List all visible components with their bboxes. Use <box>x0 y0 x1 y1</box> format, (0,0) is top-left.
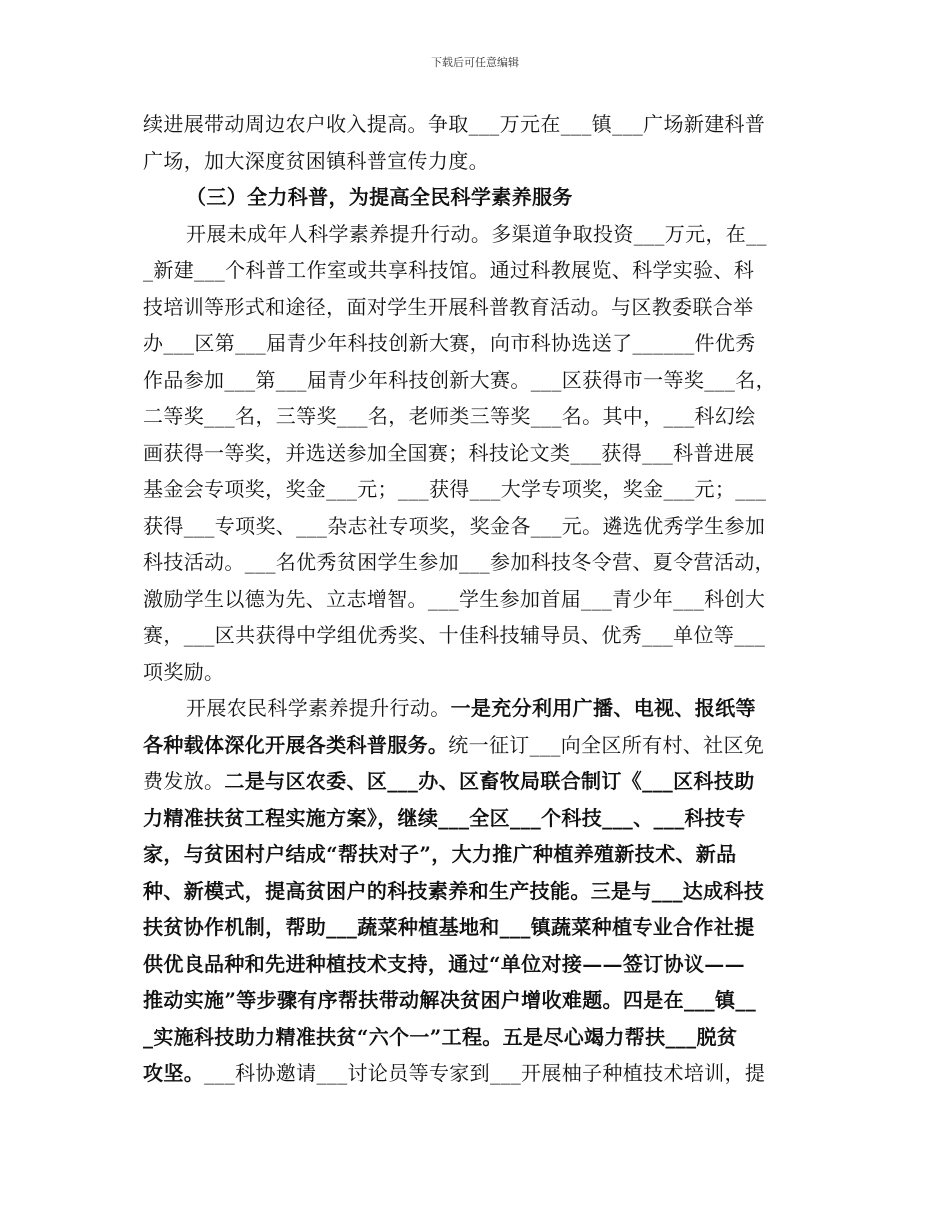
text-line <box>143 1055 815 1092</box>
text-line <box>143 544 815 581</box>
text-run: 基金会专项奖，奖金___元；___获得___大学专项奖，奖金___元；___ <box>143 477 767 501</box>
text-run: 科技活动。___名优秀贫困学生参加___参加科技冬令营、夏令营活动， <box>143 550 775 574</box>
text-run: 办___区第___届青少年科技创新大赛，向市科协选送了______件优秀 <box>143 331 756 355</box>
text-run: _新建___个科普工作室或共享科技馆。通过科教展览、科学实验、科 <box>143 258 755 282</box>
text-line <box>143 836 815 873</box>
bold-text-run: 各种载体深化开展各类科普服务。 <box>143 732 449 757</box>
text-line <box>143 909 815 946</box>
bold-text-run: 扶贫协作机制，帮助___蔬菜种植基地和___镇蔬菜种植专业合作社提 <box>143 915 755 939</box>
text-run: 技培训等形式和途径，面对学生开展科普教育活动。与区教委联合举 <box>143 294 754 319</box>
text-line <box>143 252 815 289</box>
text-run: 开展农民科学素养提升行动。 <box>186 696 451 720</box>
bold-text-run: （三）全力科普，为提高全民科学素养服务 <box>186 185 573 209</box>
text-run: 作品参加___第___届青少年科技创新大赛。___区获得市一等奖___名， <box>143 367 776 392</box>
text-run: 费发放。 <box>143 769 225 793</box>
text-line <box>143 581 815 618</box>
bold-text-run: 力精准扶贫工程实施方案》，继续___全区___个科技___、___科技专 <box>143 805 746 830</box>
text-line <box>143 690 815 727</box>
text-line <box>143 398 815 435</box>
text-run: 激励学生以德为先、立志增智。___学生参加首届___青少年___科创大 <box>143 586 766 611</box>
text-line <box>143 435 815 472</box>
page-header: 下载后可任意编辑 <box>431 56 519 69</box>
text-line <box>143 362 815 399</box>
bold-text-run: 供优良品种和先进种植技术支持，通过“单位对接——签订协议—— <box>143 951 746 976</box>
text-run: 开展未成年人科学素养提升行动。多渠道争取投资___万元，在__ <box>186 221 767 246</box>
text-line <box>143 508 815 545</box>
bold-text-run: 家，与贫困村户结成“帮扶对子”，大力推广种植养殖新技术、新品 <box>143 842 737 866</box>
text-line <box>143 289 815 326</box>
text-line <box>143 763 815 800</box>
text-line <box>143 800 815 837</box>
text-run: 画获得一等奖，并选送参加全国赛；科技论文类___获得___科普进展 <box>143 440 755 465</box>
text-line <box>143 471 815 508</box>
text-line <box>143 179 815 216</box>
text-line <box>143 325 815 362</box>
text-run: 二等奖___名，三等奖___名，老师类三等奖___名。其中，___科幻绘 <box>143 404 756 428</box>
text-run: 获得___专项奖、___杂志社专项奖，奖金各___元。遴选优秀学生参加 <box>143 513 766 538</box>
text-run: 统一征订___向全区所有村、社区免 <box>448 732 765 757</box>
bold-text-run: 攻坚。 <box>143 1061 205 1085</box>
text-line <box>143 654 815 691</box>
bold-text-run: 三是与___达成科技 <box>590 878 765 903</box>
document-body <box>143 106 815 1092</box>
text-line <box>143 617 815 654</box>
text-run: ___科协邀请___讨论员等专家到___开展柚子种植技术培训，提 <box>204 1061 766 1085</box>
text-line <box>143 106 815 143</box>
bold-text-run: 二是与区农委、区___办、区畜牧局联合制订《___区科技助 <box>224 769 755 793</box>
bold-text-run: 种、新模式，提高贫困户的科技素养和生产技能。 <box>143 878 591 903</box>
text-run: 续进展带动周边农户收入提高。争取___万元在___镇___广场新建科普 <box>143 112 766 136</box>
text-line <box>143 216 815 253</box>
bold-text-run: 一是充分利用广播、电视、报纸等 <box>450 696 756 720</box>
text-run: 赛，___区共获得中学组优秀奖、十佳科技辅导员、优秀___单位等___ <box>143 623 766 647</box>
text-line <box>143 982 815 1019</box>
bold-text-run: 推动实施”等步骤有序帮扶带动解决贫困户增收难题。四是在___镇__ <box>143 988 757 1012</box>
bold-text-run: _实施科技助力精准扶贫“六个一”工程。五是尽心竭力帮扶___脱贫 <box>143 1024 738 1049</box>
text-run: 项奖励。 <box>143 659 225 684</box>
text-line <box>143 946 815 983</box>
text-line <box>143 727 815 764</box>
text-line <box>143 873 815 910</box>
text-line <box>143 1019 815 1056</box>
text-run: 广场，加大深度贫困镇科普宣传力度。 <box>143 148 489 173</box>
text-line <box>143 143 815 180</box>
